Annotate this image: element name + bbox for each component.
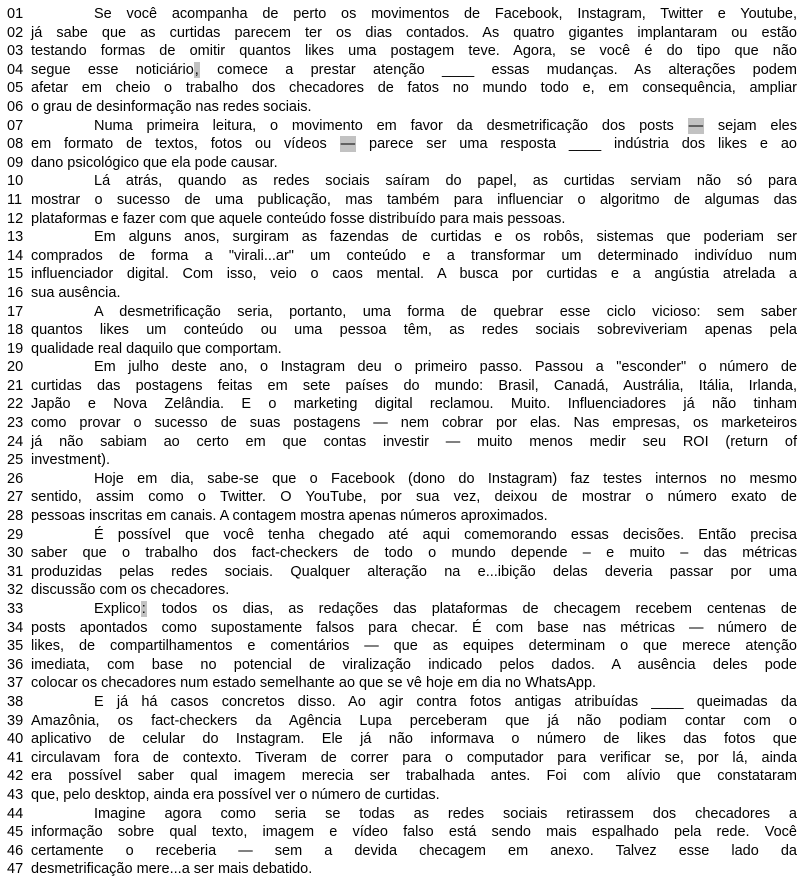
text-line: [7, 433, 797, 452]
line-text: aplicativo de celular do Instagram. Ele já não informava o número de likes das fotos que: [31, 731, 797, 748]
line-text: comprados de forma a "virali...ar" um conteúdo e a transformar um determinado indivíduo num: [31, 247, 797, 264]
text-line: [7, 451, 797, 470]
line-number: 22: [7, 396, 24, 413]
line-number: 05: [7, 80, 24, 97]
text-line: [7, 79, 797, 98]
text-line: [7, 24, 797, 43]
line-number: 06: [7, 98, 24, 115]
line-text: em formato de textos, fotos ou vídeos — parece ser uma resposta ____ indústria dos likes e ao: [31, 136, 797, 153]
line-text: já sabe que as curtidas parecem ter os dias contados. As quatro gigantes implantaram ou estão: [31, 24, 797, 41]
line-text: que, pelo desktop, ainda era possível ver o número de curtidas.: [31, 786, 440, 803]
line-text: influenciador digital. Com isso, veio o caos mental. A busca por curtidas e a angústia atrelada a: [31, 266, 797, 283]
text-line: [7, 135, 797, 154]
line-text: o grau de desinformação nas redes sociais.: [31, 98, 312, 115]
line-number: 39: [7, 712, 24, 729]
text-line: [7, 637, 797, 656]
text-line: [7, 358, 797, 377]
line-text: Lá atrás, quando as redes sociais saíram do papel, as curtidas serviam não só para: [94, 173, 797, 190]
line-number: 24: [7, 433, 24, 450]
line-number: 12: [7, 210, 24, 227]
line-number: 04: [7, 61, 24, 78]
text-line: [7, 303, 797, 322]
line-text: É possível que você tenha chegado até aqui comemorando essas decisões. Então precisa: [94, 526, 797, 543]
line-number: 14: [7, 247, 24, 264]
line-number: 33: [7, 601, 24, 617]
text-line: [7, 786, 797, 805]
line-number: 36: [7, 656, 24, 673]
line-text: Explico: todos os dias, as redações das plataformas de checagem recebem centenas de: [94, 601, 797, 617]
line-number: 13: [7, 229, 24, 246]
highlighted-char: —: [340, 136, 356, 153]
text-line: [7, 61, 797, 80]
line-text: circulavam fora de contexto. Tiveram de correr para o computador para verificar se, por lá, ainda: [31, 749, 797, 766]
line-number: 23: [7, 415, 24, 432]
text-line: [7, 377, 797, 396]
line-number: 44: [7, 805, 24, 822]
text-line: [7, 117, 797, 136]
line-number: 19: [7, 340, 24, 357]
line-number: 43: [7, 786, 24, 803]
text-line: [7, 321, 797, 340]
line-number: 07: [7, 117, 24, 134]
line-number: 02: [7, 24, 24, 41]
line-text: Japão e Nova Zelândia. E o marketing digital reclamou. Muito. Influenciadores já não tinham: [31, 396, 797, 413]
line-text: Em julho deste ano, o Instagram deu o primeiro passo. Passou a "esconder" o número de: [94, 359, 797, 376]
text-line: [7, 526, 797, 545]
line-text: quantos likes um conteúdo ou uma pessoa têm, as redes sociais sobreviveriam apenas pela: [31, 322, 797, 339]
line-text: Imagine agora como seria se todas as redes sociais retirassem dos checadores a: [94, 805, 797, 822]
line-number: 38: [7, 693, 24, 710]
line-text: posts apontados como supostamente falsos para checar. É com base nas métricas — número de: [31, 619, 797, 636]
text-line: [7, 154, 797, 173]
line-text: imediata, com base no potencial de viralização indicado pelos dados. A ausência deles pode: [31, 656, 797, 673]
text-line: [7, 805, 797, 824]
line-text: produzidas pelas redes sociais. Qualquer alteração na e...ibição delas deveria passar por uma: [31, 563, 797, 580]
text-line: [7, 488, 797, 507]
line-number: 27: [7, 489, 24, 506]
line-number: 11: [7, 191, 23, 208]
line-number: 37: [7, 675, 24, 692]
line-number: 31: [7, 563, 24, 580]
text-line: [7, 5, 797, 24]
line-text: testando formas de omitir quantos likes uma postagem teve. Agora, se você é do tipo que não: [31, 43, 797, 60]
line-text: discussão com os checadores.: [31, 582, 230, 599]
line-text: mostrar o sucesso de uma publicação, mas também para influenciar o algoritmo de algumas das: [31, 191, 797, 208]
line-text: era possível saber qual imagem merecia ser trabalhada antes. Foi com alívio que constataram: [31, 768, 797, 785]
line-text: sua ausência.: [31, 284, 121, 301]
line-text: já não sabiam ao certo em que contas investir — muito menos medir seu ROI (return of: [31, 433, 797, 450]
line-number: 08: [7, 136, 24, 153]
line-number: 25: [7, 452, 24, 469]
text-line: [7, 172, 797, 191]
text-line: [7, 581, 797, 600]
line-text: Amazônia, os fact-checkers da Agência Lupa perceberam que já não podiam contar com o: [31, 712, 797, 729]
text-line: [7, 674, 797, 693]
text-line: [7, 340, 797, 359]
line-text: sentido, assim como o Twitter. O YouTube, por sua vez, deixou de mostrar o número exato de: [31, 489, 797, 506]
text-line: [7, 842, 797, 861]
line-text: pessoas inscritas em canais. A contagem mostra apenas números aproximados.: [31, 508, 548, 525]
text-line: [7, 414, 797, 433]
text-line: [7, 191, 797, 210]
line-number: 40: [7, 731, 24, 748]
text-line: [7, 507, 797, 526]
text-line: [7, 210, 797, 229]
text-line: [7, 228, 797, 247]
highlighted-char: ,: [194, 61, 199, 78]
line-text: colocar os checadores num estado semelhante ao que se vê hoje em dia no WhatsApp.: [31, 675, 597, 692]
text-line: [7, 98, 797, 117]
line-number: 16: [7, 284, 24, 301]
line-text: Se você acompanha de perto os movimentos de Facebook, Instagram, Twitter e Youtube,: [94, 6, 797, 22]
line-text: certamente o receberia — sem a devida checagem em anexo. Talvez esse lado da: [31, 842, 797, 859]
line-number: 21: [7, 377, 24, 394]
line-text: afetar em cheio o trabalho dos checadores de fatos no mundo todo e, em consequência, ampliar: [31, 80, 797, 97]
line-number: 18: [7, 322, 24, 339]
line-text: Numa primeira leitura, o movimento em favor da desmetrificação dos posts — sejam eles: [94, 117, 797, 134]
line-number: 28: [7, 508, 24, 525]
text-line: [7, 265, 797, 284]
text-line: [7, 860, 797, 879]
line-text: desmetrificação mere...a ser mais debatido.: [31, 861, 313, 878]
text-line: [7, 395, 797, 414]
line-text: Hoje em dia, sabe-se que o Facebook (dono do Instagram) faz testes internos no mesmo: [94, 470, 797, 487]
line-text: curtidas das postagens feitas em sete países do mundo: Brasil, Canadá, Austrália, Itália, Irlanda,: [31, 377, 797, 394]
line-number: 29: [7, 526, 24, 543]
text-body: [7, 5, 797, 879]
highlighted-char: :: [141, 601, 146, 617]
text-line: [7, 563, 797, 582]
line-text: investment).: [31, 452, 110, 469]
line-number: 34: [7, 619, 24, 636]
line-text: Em alguns anos, surgiram as fazendas de curtidas e os robôs, sistemas que poderiam ser: [94, 229, 797, 246]
line-number: 03: [7, 43, 24, 60]
line-number: 32: [7, 582, 24, 599]
line-number: 01: [7, 6, 24, 22]
line-number: 35: [7, 638, 24, 655]
text-line: [7, 284, 797, 303]
line-number: 47: [7, 861, 24, 878]
text-line: [7, 619, 797, 638]
text-line: [7, 656, 797, 675]
line-number: 30: [7, 545, 24, 562]
line-text: dano psicológico que ela pode causar.: [31, 154, 278, 171]
line-number: 46: [7, 842, 24, 859]
text-line: [7, 470, 797, 489]
line-number: 09: [7, 154, 24, 171]
text-line: [7, 749, 797, 768]
line-text: saber que o trabalho dos fact-checkers de todo o mundo depende – e muito – das métricas: [31, 545, 797, 562]
line-text: informação sobre qual texto, imagem e vídeo falso está sendo mais espalhado pela rede. Você: [31, 824, 797, 841]
line-text: E já há casos concretos disso. Ao agir contra fotos antigas atribuídas ____ queimadas da: [94, 693, 797, 710]
line-number: 15: [7, 266, 24, 283]
line-number: 45: [7, 824, 24, 841]
line-text: likes, de compartilhamentos e comentários — que as equipes determinam o que merece atenção: [31, 638, 797, 655]
text-line: [7, 600, 797, 619]
line-text: segue esse noticiário, comece a prestar atenção ____ essas mudanças. As alterações podem: [31, 61, 797, 78]
line-text: plataformas e fazer com que aquele conteúdo fosse distribuído para mais pessoas.: [31, 210, 566, 227]
text-line: [7, 823, 797, 842]
line-number: 42: [7, 768, 24, 785]
text-line: [7, 712, 797, 731]
line-number: 17: [7, 303, 24, 320]
line-number: 20: [7, 359, 24, 376]
text-line: [7, 767, 797, 786]
line-text: A desmetrificação seria, portanto, uma forma de quebrar esse ciclo vicioso: sem saber: [94, 303, 797, 320]
line-number: 10: [7, 173, 24, 190]
text-line: [7, 544, 797, 563]
line-text: qualidade real daquilo que comportam.: [31, 340, 282, 357]
line-text: como provar o sucesso de suas postagens — nem cobrar por elas. Nas empresas, os marketeiros: [31, 415, 797, 432]
line-number: 41: [7, 749, 24, 766]
text-line: [7, 693, 797, 712]
text-line: [7, 42, 797, 61]
text-line: [7, 247, 797, 266]
text-line: [7, 730, 797, 749]
line-number: 26: [7, 470, 24, 487]
highlighted-char: —: [688, 117, 704, 134]
